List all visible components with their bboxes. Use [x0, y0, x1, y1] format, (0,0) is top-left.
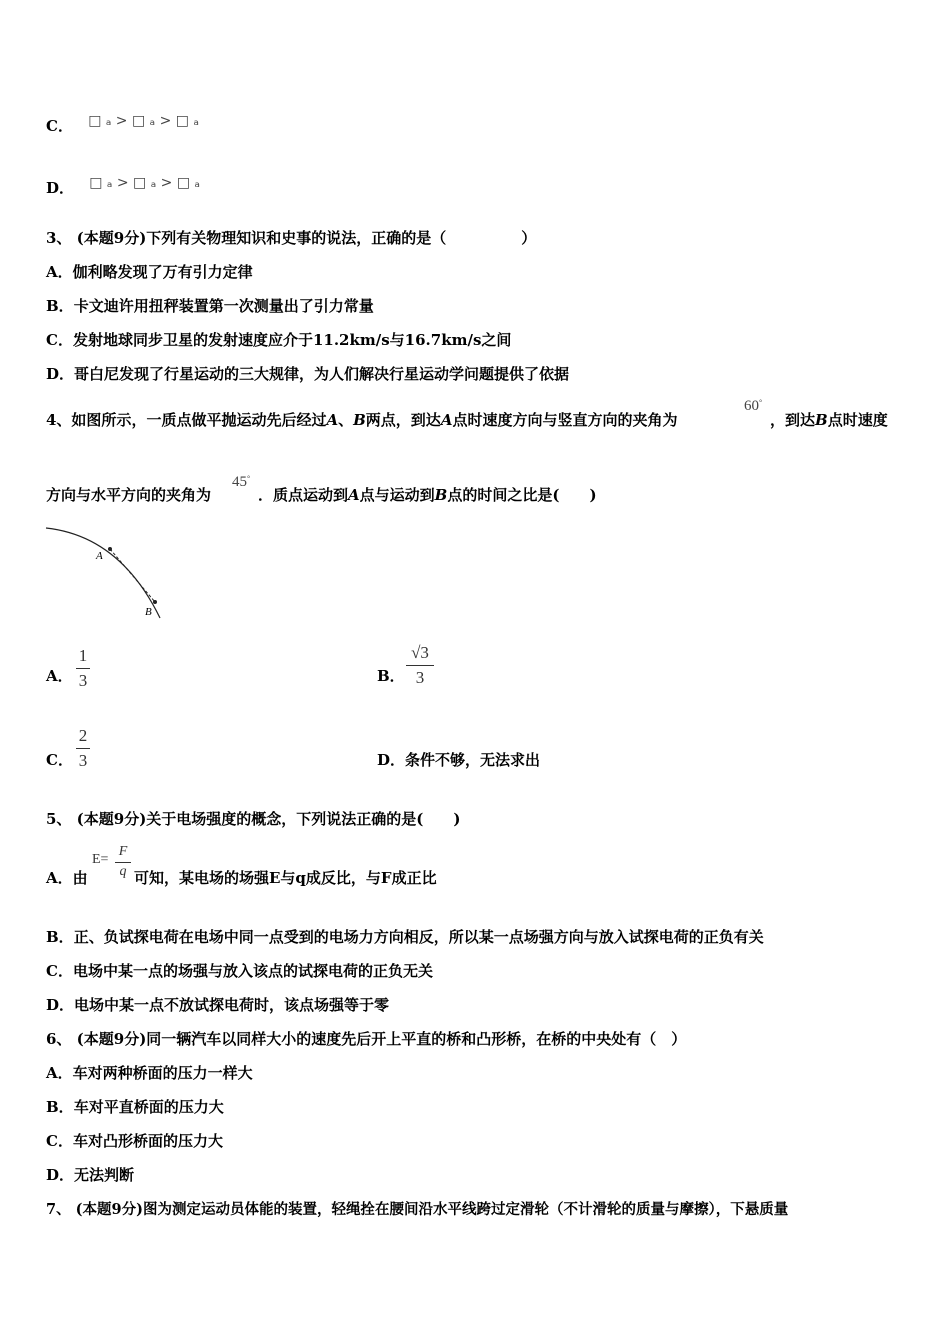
point-b-dot [153, 600, 157, 604]
formula-placeholder: □ ₐ > □ ₐ > □ ₐ [88, 113, 199, 129]
q4-option-c-label: C． [46, 751, 73, 769]
angle-60: 60° [744, 398, 763, 414]
figure-label-b: B [145, 606, 152, 618]
q4-option-b-fraction [406, 643, 434, 688]
q5-option-d [46, 995, 389, 1015]
option-label: D． [46, 179, 75, 197]
point-a-dot [108, 547, 112, 551]
numerator: 1 [78, 646, 88, 665]
option-text: 卡文迪许用扭秤装置第一次测量出了引力常量 [73, 297, 374, 315]
stem-text: 点时速度 [827, 411, 888, 429]
question-4-stem-line2-end [258, 485, 597, 505]
option-text: 哥白尼发现了行星运动的三大规律，为人们解决行星运动学问题提供了依据 [74, 365, 570, 383]
formula-lhs: E= [92, 852, 109, 867]
stem-text: 点与运动到 [359, 486, 435, 504]
q4-option-b-label: B． [377, 667, 405, 685]
stem-text: 、 [338, 411, 354, 429]
question-3-stem: 3、 (本题9分)下列有关物理知识和史事的说法，正确的是（ ） [46, 229, 537, 247]
angle-45: 45° [232, 474, 251, 490]
q5-option-b [46, 927, 764, 947]
point-b: B [434, 486, 448, 504]
option-label: B． [46, 297, 74, 315]
q3-option-b [46, 296, 374, 316]
formula-placeholder: □ ₐ > □ ₐ > □ ₐ [89, 175, 200, 191]
q4-option-d [377, 750, 540, 770]
question-4-stem-line1-end [770, 410, 888, 430]
formula-numerator: F [118, 844, 128, 859]
option-text: 条件不够，无法求出 [405, 751, 541, 769]
option-text: 发射地球同步卫星的发射速度应介于11.2km/s与16.7km/s之间 [72, 331, 512, 349]
option-text: 正、负试探电荷在电场中同一点受到的电场力方向相反，所以某一点场强方向与放入试探电荷的正负有关 [73, 928, 764, 946]
question-4-stem-line2 [46, 485, 211, 505]
option-label: B． [46, 1098, 74, 1116]
option-label: C． [46, 1132, 73, 1150]
q6-option-b [46, 1097, 224, 1117]
q6-option-c [46, 1131, 223, 1151]
stem-text: 两点，到达 [365, 411, 441, 429]
option-label: D． [46, 365, 75, 383]
option-label: C． [46, 117, 73, 135]
stem-text: 点时速度方向与竖直方向的夹角为 [452, 411, 678, 429]
stem-text: 点的时间之比是( ) [447, 486, 597, 504]
stem-text: ，到达 [770, 411, 816, 429]
option-label: A． [46, 263, 73, 281]
q3-option-d [46, 364, 569, 384]
q6-option-d [46, 1165, 134, 1185]
numerator: 2 [78, 726, 88, 745]
question-4-stem-line1 [46, 410, 677, 430]
figure-label-a: A [96, 550, 103, 562]
option-label: D． [377, 751, 406, 769]
point-a: A [440, 411, 453, 429]
option-text: 由 [72, 869, 88, 887]
stem-text: 方向与水平方向的夹角为 [46, 486, 212, 504]
option-text: 无法判断 [74, 1166, 135, 1184]
stem-text: ．质点运动到 [258, 486, 349, 504]
option-text: 伽利略发现了万有引力定律 [72, 263, 253, 281]
q6-option-a [46, 1063, 253, 1083]
q5-option-a-rest: 可知，某电场的场强E与q成反比，与F成正比 [134, 869, 437, 887]
option-label: D． [46, 996, 75, 1014]
denominator: 3 [78, 751, 88, 770]
option-label: A． [46, 1064, 73, 1082]
q4-option-c-fraction [76, 726, 90, 771]
denominator: 3 [78, 671, 88, 690]
q3-option-c [46, 330, 511, 350]
q3-option-a [46, 262, 253, 282]
question-5-stem: 5、 (本题9分)关于电场强度的概念，下列说法正确的是( ) [46, 810, 461, 828]
option-text: 车对平直桥面的压力大 [73, 1098, 224, 1116]
trajectory-curve [46, 528, 160, 618]
q2-option-d [46, 175, 200, 199]
option-label: C． [46, 962, 73, 980]
q5-option-c [46, 961, 433, 981]
option-text: 电场中某一点的场强与放入该点的试探电荷的正负无关 [72, 962, 433, 980]
point-b: B [815, 411, 828, 429]
option-label: C． [46, 331, 73, 349]
option-text: 电场中某一点不放试探电荷时，该点场强等于零 [74, 996, 390, 1014]
question-6-stem: 6、 (本题9分)同一辆汽车以同样大小的速度先后开上平直的桥和凸形桥，在桥的中央处有（ ） [46, 1030, 687, 1048]
question-7-stem: 7、 (本题9分)图为测定运动员体能的装置，轻绳拴在腰间沿水平线跨过定滑轮（不计滑轮的质量与摩擦），下悬质量 [46, 1201, 789, 1218]
projectile-trajectory-figure [40, 522, 170, 622]
denominator: 3 [415, 668, 425, 687]
point-a: A [326, 411, 339, 429]
numerator: √3 [411, 643, 429, 662]
option-text: 车对凸形桥面的压力大 [72, 1132, 223, 1150]
q2-option-c [46, 113, 199, 137]
formula-denominator: q [119, 864, 127, 879]
q4-option-a-fraction [76, 646, 90, 691]
option-label: B． [46, 928, 74, 946]
point-b: B [353, 411, 366, 429]
stem-text: 4、如图所示，一质点做平抛运动先后经过 [46, 411, 327, 429]
q5-option-a [46, 868, 88, 888]
option-text: 车对两种桥面的压力一样大 [72, 1064, 253, 1082]
option-label: A． [46, 869, 73, 887]
point-a: A [348, 486, 360, 504]
option-label: D． [46, 1166, 75, 1184]
q4-option-a-label: A． [46, 667, 73, 685]
